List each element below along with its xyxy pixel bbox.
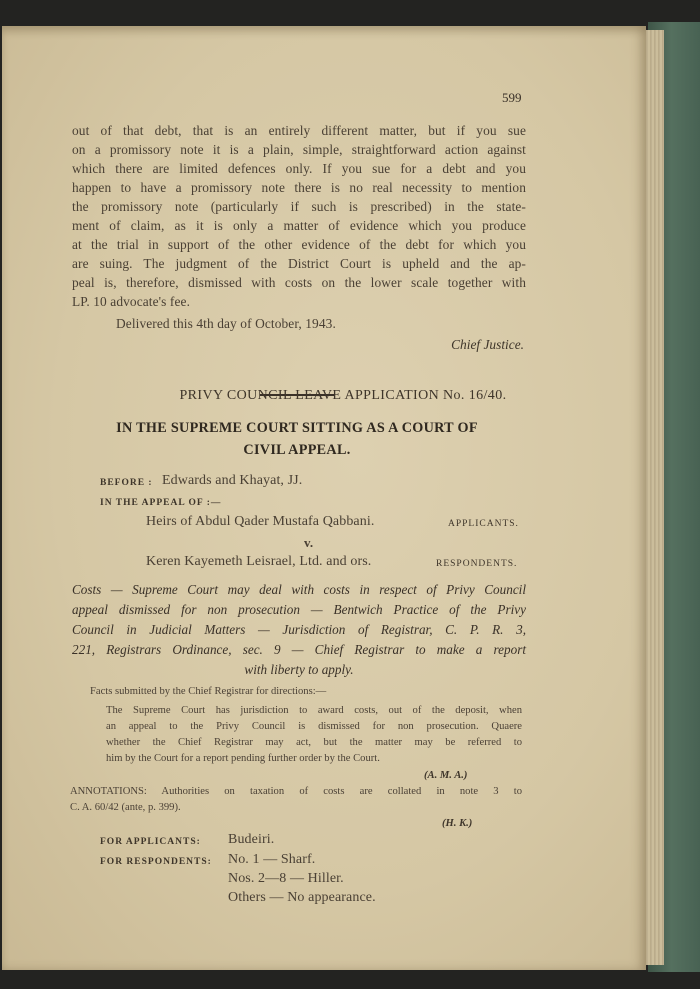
judgment-line: out of that debt, that is an entirely different matter, but if you sue — [72, 123, 526, 138]
delivered-date: Delivered this 4th day of October, 1943. — [116, 316, 336, 331]
applicants-counsel-label: FOR APPLICANTS: — [100, 837, 201, 847]
headnote-line: with liberty to apply. — [244, 662, 354, 677]
respondents-counsel: Others — No appearance. — [228, 890, 376, 905]
facts-line: him by the Court for a report pending further order by the Court. — [106, 753, 380, 764]
facts-line: an appeal to the Privy Council is dismissed for non prosecution. Quaere — [106, 721, 522, 732]
facts-initials: (A. M. A.) — [424, 770, 468, 781]
judgment-line: LP. 10 advocate's fee. — [72, 294, 191, 309]
facts-line: whether the Chief Registrar may act, but the matter may be referred to — [106, 737, 522, 748]
judgment-line: which there are limited defences only. If you sue for a debt and you — [72, 161, 526, 176]
judgment-line: peal is, therefore, dismissed with costs on the lower scale together with — [72, 275, 526, 290]
respondents-counsel: No. 1 — Sharf. — [228, 852, 316, 867]
before-label: BEFORE : — [100, 478, 153, 488]
respondents-role: RESPONDENTS. — [436, 559, 518, 569]
applicants-counsel: Budeiri. — [228, 832, 275, 847]
judgment-line: ment of claim, as it is only a matter of evidence which you produce — [72, 218, 526, 233]
appeal-label: IN THE APPEAL OF :— — [100, 498, 222, 508]
applicants-role: APPLICANTS. — [448, 519, 519, 529]
book-page — [2, 26, 646, 970]
before-judges: Edwards and Khayat, JJ. — [162, 473, 303, 488]
signature: Chief Justice. — [451, 337, 524, 352]
versus: v. — [304, 535, 314, 550]
annotations-line: C. A. 60/42 (ante, p. 399). — [70, 802, 181, 813]
respondents-counsel-label: FOR RESPONDENTS: — [100, 857, 212, 867]
judgment-line: happen to have a promissory note there is no real necessity to mention — [72, 180, 526, 195]
headnote-line: 221, Registrars Ordinance, sec. 9 — Chief Registrar to make a report — [72, 642, 526, 657]
court-heading: CIVIL APPEAL. — [243, 442, 351, 458]
respondents-counsel: Nos. 2—8 — Hiller. — [228, 871, 344, 886]
headnote-line: Council in Judicial Matters — Jurisdiction of Registrar, C. P. R. 3, — [72, 622, 526, 637]
annotations-line: ANNOTATIONS: Authorities on taxation of costs are collated in note 3 to — [70, 786, 522, 797]
judgment-line: are suing. The judgment of the District Court is upheld and the ap- — [72, 256, 526, 271]
headnote-line: appeal dismissed for non prosecution — Bentwich Practice of the Privy — [72, 602, 526, 617]
facts-intro: Facts submitted by the Chief Registrar for directions:— — [90, 686, 327, 697]
judgment-line: on a promissory note it is a plain, simple, straightforward action against — [72, 142, 526, 157]
annotations-initials: (H. K.) — [442, 818, 473, 829]
judgment-line: at the trial in support of the other evidence of the debt for which you — [72, 237, 526, 252]
applicants-name: Heirs of Abdul Qader Mustafa Qabbani. — [146, 514, 375, 529]
court-heading: IN THE SUPREME COURT SITTING AS A COURT OF — [116, 420, 478, 436]
judgment-line: the promissory note (particularly if such is prescribed) in the state- — [72, 199, 526, 214]
respondents-name: Keren Kayemeth Leisrael, Ltd. and ors. — [146, 554, 372, 569]
headnote-line: Costs — Supreme Court may deal with costs in respect of Privy Council — [72, 582, 526, 597]
facts-line: The Supreme Court has jurisdiction to award costs, out of the deposit, when — [106, 705, 522, 716]
page-number: 599 — [502, 90, 522, 105]
case-title: PRIVY COUNCIL LEAVE APPLICATION No. 16/40. — [179, 388, 507, 403]
